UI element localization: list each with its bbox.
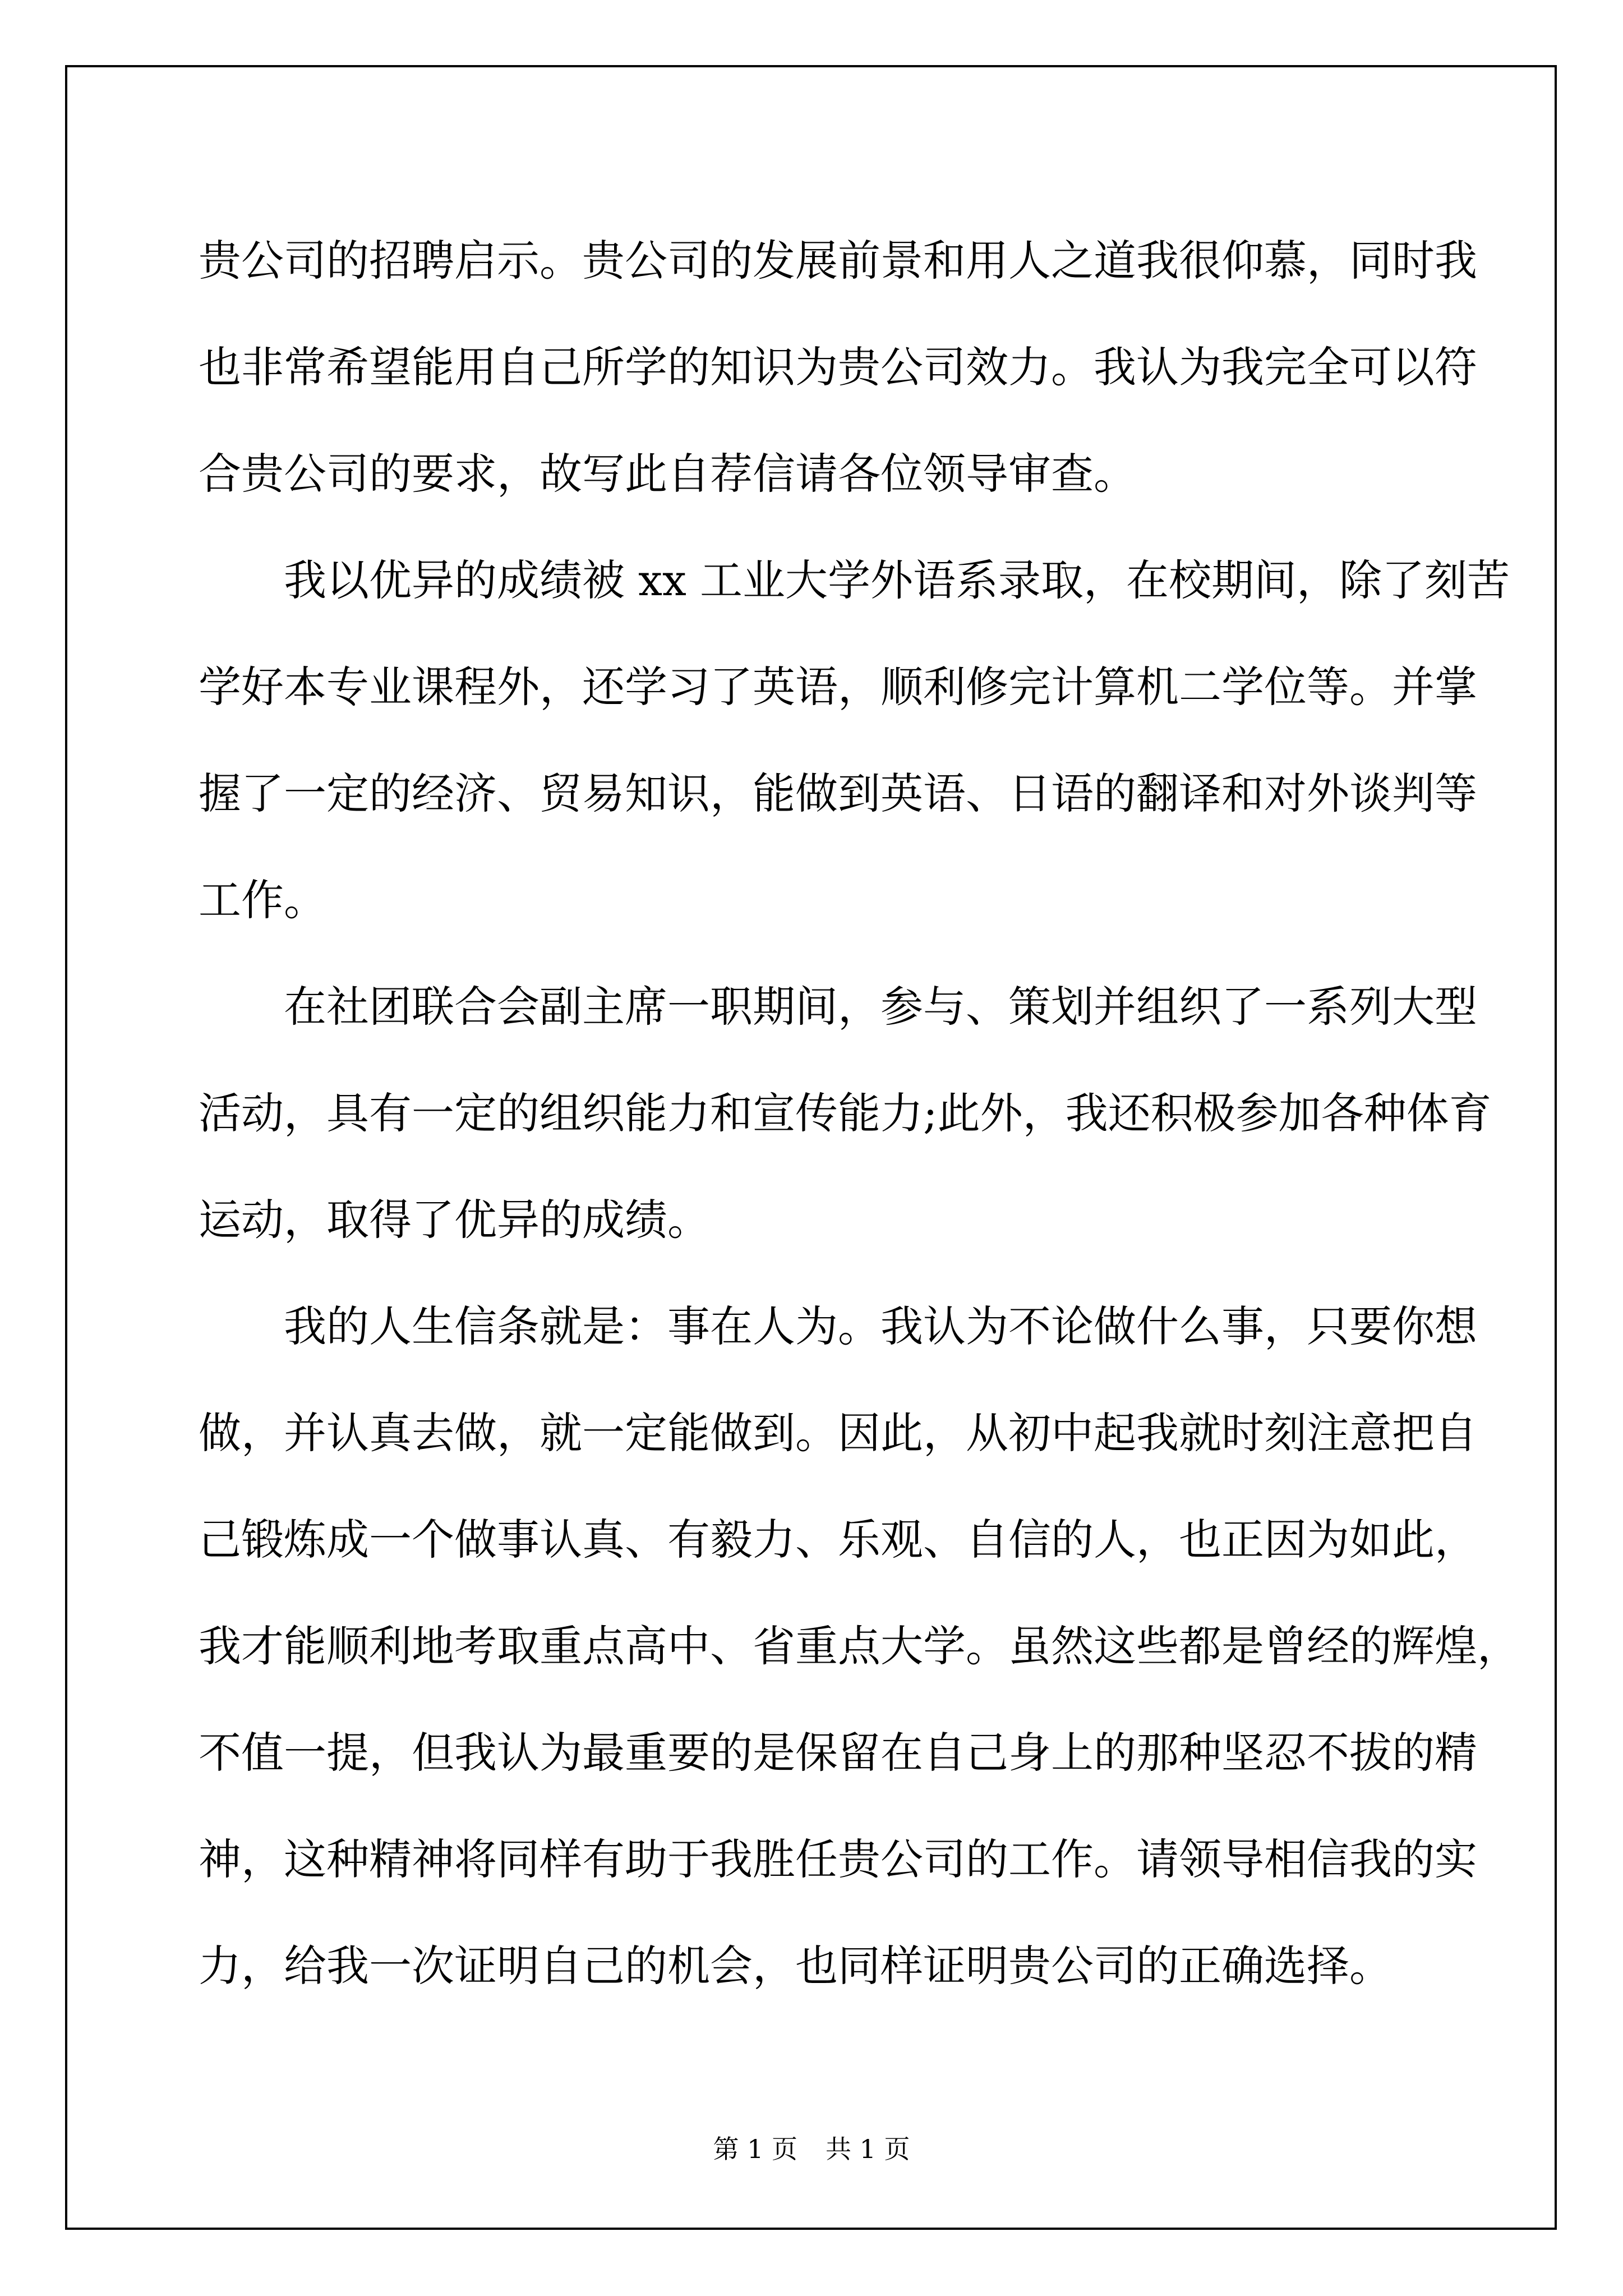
text-line: 也非常希望能用自己所学的知识为贵公司效力。我认为我完全可以符 [199, 342, 1477, 392]
document-body [199, 208, 1520, 2019]
text-line: 我才能顺利地考取重点高中、省重点大学。虽然这些都是曾经的辉煌， [199, 1621, 1520, 1671]
paragraph [199, 1273, 1520, 2019]
paragraph [199, 954, 1492, 1273]
paragraph [199, 208, 1477, 527]
text-line: 握了一定的经济、贸易知识，能做到英语、日语的翻译和对外谈判等 [199, 769, 1477, 818]
text-line: 贵公司的招聘启示。贵公司的发展前景和用人之道我很仰慕，同时我 [199, 236, 1477, 286]
text-line: 活动，具有一定的组织能力和宣传能力;此外，我还积极参加各种体育 [199, 1088, 1492, 1138]
text-line: 工作。 [199, 875, 326, 925]
text-line: 我以优异的成绩被 xx 工业大学外语系录取，在校期间，除了刻苦 [284, 555, 1510, 605]
text-line: 己锻炼成一个做事认真、有毅力、乐观、自信的人，也正因为如此， [199, 1515, 1477, 1565]
page-total: 共 1 页 [826, 2134, 910, 2164]
page-footer [0, 2129, 1623, 2166]
text-line: 合贵公司的要求，故写此自荐信请各位领导审查。 [199, 449, 1136, 499]
text-line: 力，给我一次证明自己的机会，也同样证明贵公司的正确选择。 [199, 1941, 1392, 1991]
page-number: 第 1 页 [713, 2134, 797, 2164]
text-line: 学好本专业课程外，还学习了英语，顺利修完计算机二学位等。并掌 [199, 662, 1477, 712]
text-line: 我的人生信条就是：事在人为。我认为不论做什么事，只要你想 [284, 1301, 1477, 1351]
text-line: 神，这种精神将同样有助于我胜任贵公司的工作。请领导相信我的实 [199, 1834, 1477, 1884]
text-line: 不值一提，但我认为最重要的是保留在自己身上的那种坚忍不拔的精 [199, 1728, 1477, 1778]
text-line: 运动，取得了优异的成绩。 [199, 1195, 710, 1245]
paragraph [199, 527, 1510, 954]
text-line: 做，并认真去做，就一定能做到。因此，从初中起我就时刻注意把自 [199, 1408, 1477, 1458]
text-line: 在社团联合会副主席一职期间，参与、策划并组织了一系列大型 [284, 982, 1477, 1032]
